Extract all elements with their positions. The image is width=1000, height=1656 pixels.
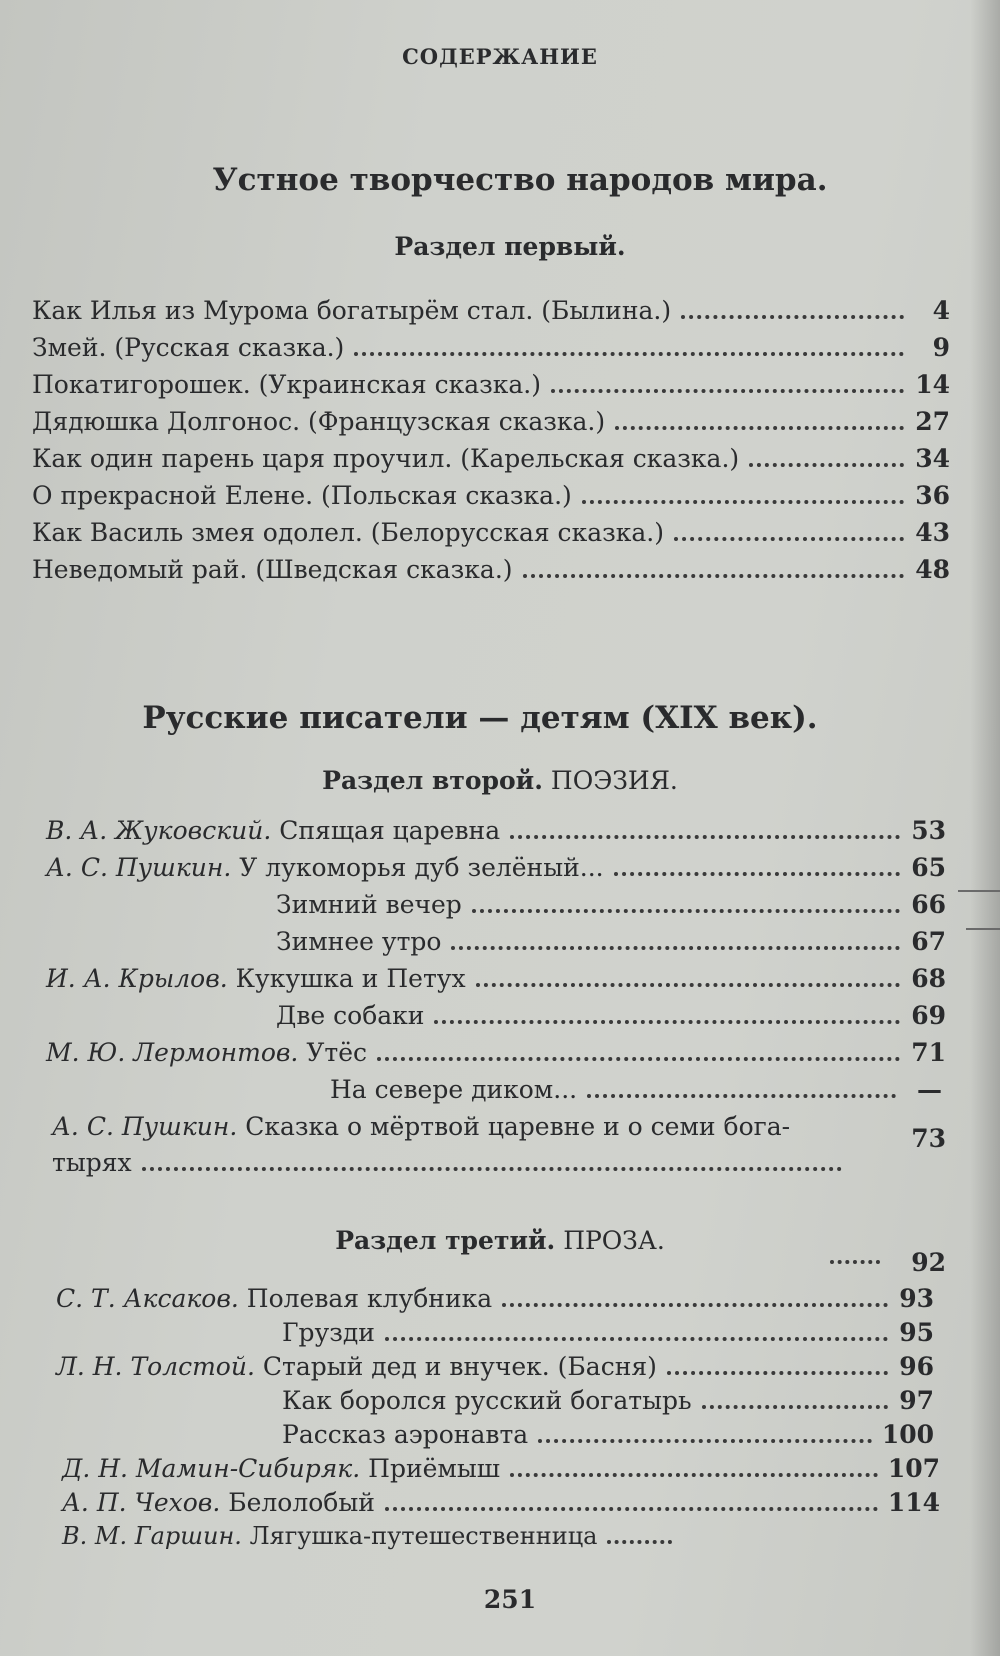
toc-entry-title-text: Утёс (306, 1038, 368, 1067)
toc-entry-title-text: Зимнее утро (276, 927, 442, 956)
toc-entry-title (32, 407, 605, 436)
toc-entry (32, 296, 950, 325)
toc-entry-title (282, 1420, 528, 1449)
toc-entry (276, 1001, 946, 1030)
toc-entry-title (32, 555, 513, 584)
toc-entry-title-text: Белолобый (228, 1488, 375, 1517)
toc-entry-page: 43 (915, 518, 950, 547)
toc-entry-title-text: Змей. (Русская сказка.) (32, 333, 345, 362)
toc-entry-title-text: Дядюшка Долгонос. (Французская сказка.) (32, 407, 606, 436)
dot-leader (749, 463, 904, 467)
toc-entry (32, 444, 950, 473)
dot-leader (615, 426, 904, 430)
toc-entry-author: В. А. Жуковский. (46, 816, 272, 845)
toc-entry-title-text: Грузди (282, 1318, 375, 1347)
toc-entry-author: А. С. Пушкин. (52, 1112, 238, 1141)
toc-entry-title-text: Как один парень царя проучил. (Карельская сказка.) (32, 444, 740, 473)
toc-entry (276, 927, 946, 956)
toc-entry-page: 65 (911, 853, 946, 882)
toc-entry-page: 67 (911, 927, 946, 956)
toc-entry-title (62, 1488, 375, 1517)
section-title-bold: Раздел третий. (335, 1226, 556, 1255)
toc-entry-page: 48 (915, 555, 950, 584)
dot-leader (674, 537, 904, 541)
toc-entry (52, 1148, 852, 1177)
toc-entry-title-text: Две собаки (276, 1001, 425, 1030)
toc-entry-title-text: Кукушка и Петух (235, 964, 466, 993)
toc-entry-title-text: Полевая клубника (246, 1284, 493, 1313)
toc-entry (32, 481, 950, 510)
toc-entry-title-text: Как Василь змея одолел. (Белорусская сказка.) (32, 518, 664, 547)
toc-entry-page: 114 (887, 1488, 940, 1517)
toc-entry-author: И. А. Крылов. (46, 964, 228, 993)
toc-entry-page: 27 (915, 407, 950, 436)
toc-entry-author: А. С. Пушкин. (46, 853, 232, 882)
dot-leader (523, 574, 904, 578)
toc-entry-title-text: Лягушка-путешественница (249, 1522, 598, 1550)
section-title-bold: Раздел второй. (322, 766, 543, 795)
toc-entry-title-text: Зимний вечер (276, 890, 462, 919)
toc-entry-title (62, 1454, 500, 1483)
dot-leader (502, 1303, 888, 1307)
toc-entry-page: 92 (911, 1248, 946, 1277)
toc-entry (276, 890, 946, 919)
dot-leader (614, 872, 900, 876)
toc-entry-title-text: Покатигорошек. (Украинская сказка.) (32, 370, 541, 399)
toc-entry-page: 68 (911, 964, 946, 993)
dot-leader (434, 1020, 900, 1024)
toc-entry-page: 71 (911, 1038, 946, 1067)
toc-entry-title-text: О прекрасной Елене. (Польская сказка.) (32, 481, 572, 510)
toc-entry-page: 14 (915, 370, 950, 399)
toc-entry-author: М. Ю. Лермонтов. (46, 1038, 299, 1067)
toc-entry-title-text: тырях (52, 1148, 132, 1177)
toc-entry (32, 370, 950, 399)
section-title (0, 766, 1000, 795)
dot-leader (702, 1405, 888, 1409)
page-number: 251 (483, 1585, 537, 1614)
toc-entry-title-text: На севере диком... (330, 1075, 578, 1104)
toc-entry-title (282, 1386, 692, 1415)
toc-entry-title (46, 1038, 367, 1067)
toc-entry (62, 1522, 682, 1550)
toc-entry-title-text: Рассказ аэронавта (282, 1420, 529, 1449)
toc-entry-title-text: Как боролся русский богатырь (282, 1386, 692, 1415)
toc-entry-title-text: Неведомый рай. (Шведская сказка.) (32, 555, 513, 584)
part-title: Русские писатели — детям (XIX век). (142, 700, 818, 736)
toc-entry-page: 69 (911, 1001, 946, 1030)
section-title-text: Раздел первый. (394, 232, 626, 261)
toc-entry (52, 1112, 892, 1141)
part-title: Устное творчество народов мира. (212, 162, 828, 198)
toc-entry-title (282, 1318, 375, 1347)
dot-leader (472, 909, 900, 913)
toc-entry-page: — (917, 1075, 942, 1104)
dot-leader (385, 1507, 878, 1511)
toc-entry-title-text: Сказка о мёртвой царевне и о семи бога- (245, 1112, 791, 1141)
toc-entry (32, 333, 950, 362)
toc-entry (282, 1318, 934, 1347)
dot-leader (385, 1337, 888, 1341)
dot-leader (538, 1439, 872, 1443)
toc-entry-author: Д. Н. Мамин-Сибиряк. (62, 1454, 361, 1483)
toc-entry-title-text: Приёмыш (368, 1454, 500, 1483)
dot-leader (354, 352, 904, 356)
toc-entry-title (52, 1112, 790, 1141)
dot-leader (681, 315, 904, 319)
toc-entry-page: 93 (899, 1284, 934, 1313)
toc-entry-page: 100 (881, 1420, 934, 1449)
section-title (10, 232, 1000, 261)
toc-entry-title-text: Спящая царевна (279, 816, 501, 845)
toc-entry (32, 407, 950, 436)
dot-leader (830, 1260, 880, 1264)
toc-entry-title (46, 964, 466, 993)
toc-entry-page: 36 (915, 481, 950, 510)
toc-entry-page: 4 (932, 296, 950, 325)
toc-entry-title (46, 816, 500, 845)
toc-entry-title (32, 296, 671, 325)
toc-entry (330, 1075, 942, 1104)
dot-leader (142, 1167, 842, 1171)
section-title (0, 1226, 1000, 1255)
contents-header: СОДЕРЖАНИЕ (402, 44, 598, 69)
toc-entry (282, 1420, 934, 1449)
toc-entry (56, 1284, 934, 1313)
toc-entry-title-text: У лукоморья дуб зелёный... (239, 853, 604, 882)
toc-entry-title-text: Старый дед и внучек. (Басня) (262, 1352, 657, 1381)
toc-entry-author: В. М. Гаршин. (62, 1522, 242, 1550)
toc-entry-title (56, 1284, 492, 1313)
toc-entry-title (32, 370, 541, 399)
dot-leader (510, 1473, 878, 1477)
dot-leader (607, 1540, 672, 1544)
dot-leader (667, 1371, 888, 1375)
toc-entry (830, 1254, 880, 1258)
dot-leader (551, 389, 904, 393)
toc-entry-title (32, 518, 664, 547)
toc-entry-page: 73 (911, 1124, 946, 1153)
toc-entry-title (32, 481, 572, 510)
toc-entry-page: 66 (911, 890, 946, 919)
toc-entry (46, 853, 946, 882)
toc-entry-title (276, 1001, 424, 1030)
toc-entry-title (330, 1075, 577, 1104)
toc-entry-author: А. П. Чехов. (62, 1488, 221, 1517)
toc-entry-title (56, 1352, 657, 1381)
toc-entry-title (276, 890, 462, 919)
toc-entry-title-text: Как Илья из Мурома богатырём стал. (Былина.) (32, 296, 672, 325)
toc-entry-page: 97 (899, 1386, 934, 1415)
toc-entry-title (62, 1522, 597, 1550)
toc-entry-author: Л. Н. Толстой. (56, 1352, 255, 1381)
toc-entry-page: 9 (932, 333, 950, 362)
section-title-rest: ПОЭЗИЯ. (550, 766, 678, 795)
toc-entry-author: С. Т. Аксаков. (56, 1284, 239, 1313)
toc-entry (56, 1352, 934, 1381)
dot-leader (510, 835, 900, 839)
toc-entry-title (32, 333, 344, 362)
toc-entry-title (276, 927, 441, 956)
toc-entry (62, 1488, 940, 1517)
toc-entry (32, 518, 950, 547)
toc-entry-page: 95 (899, 1318, 934, 1347)
toc-entry-page: 107 (887, 1454, 940, 1483)
toc-entry (46, 1038, 946, 1067)
toc-entry-page: 96 (899, 1352, 934, 1381)
dot-leader (377, 1057, 900, 1061)
dot-leader (451, 946, 900, 950)
toc-entry (62, 1454, 940, 1483)
toc-entry (46, 816, 946, 845)
dot-leader (582, 500, 904, 504)
toc-entry-title (32, 444, 739, 473)
toc-entry (282, 1386, 934, 1415)
toc-entry-page: 34 (915, 444, 950, 473)
toc-entry (46, 964, 946, 993)
toc-entry-title (46, 853, 604, 882)
dot-leader (587, 1094, 896, 1098)
toc-entry (32, 555, 950, 584)
dot-leader (476, 983, 900, 987)
edge-mark (958, 890, 1000, 892)
edge-mark (966, 928, 1000, 930)
toc-entry-page: 53 (911, 816, 946, 845)
section-title-rest: ПРОЗА. (563, 1226, 665, 1255)
